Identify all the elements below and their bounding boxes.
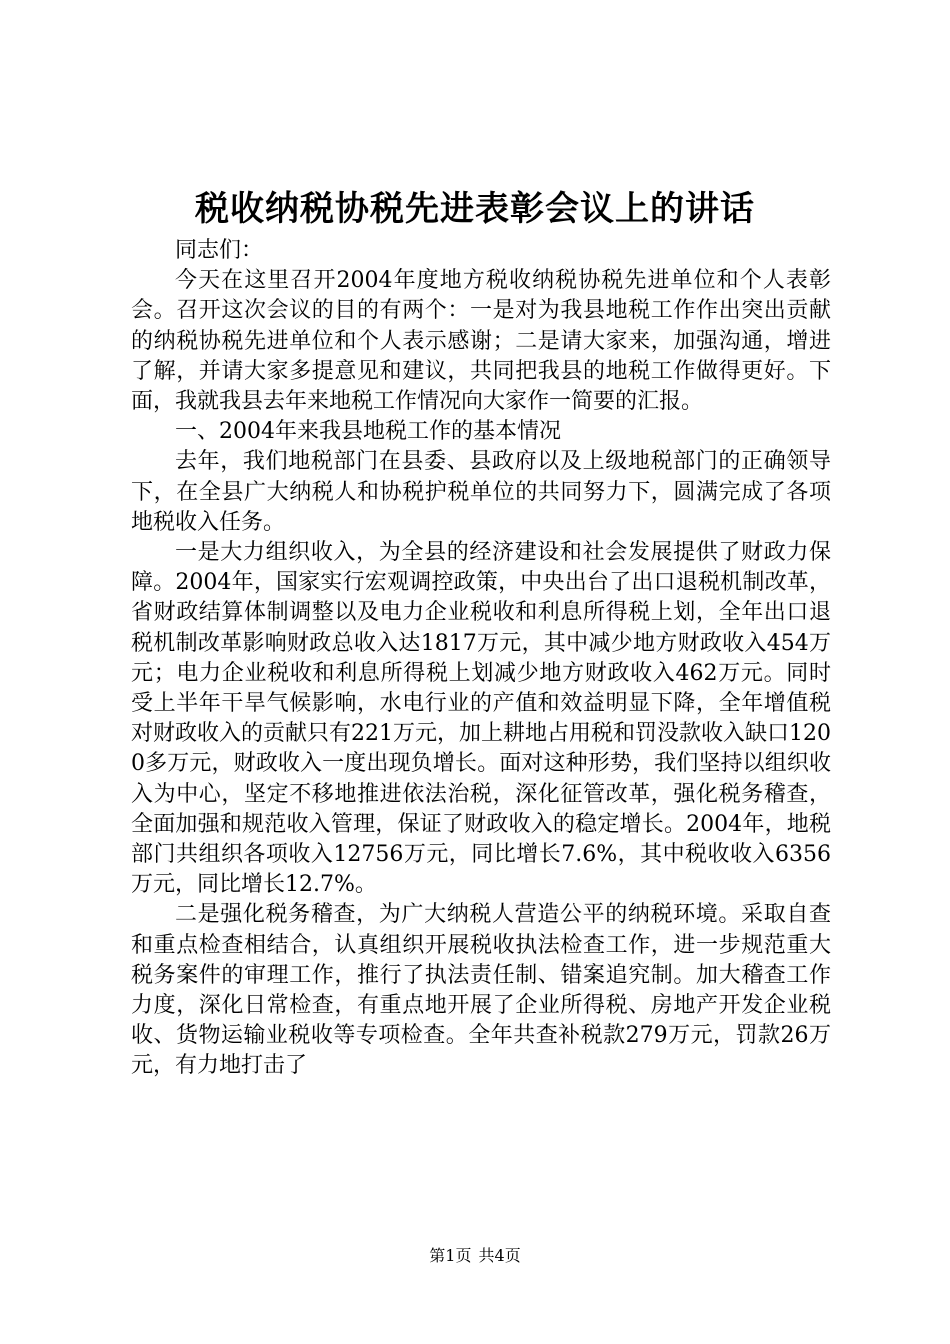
paragraph-intro: 今天在这里召开2004年度地方税收纳税协税先进单位和个人表彰会。召开这次会议的目的有两个：一是对为我县地税工作作出突出贡献的纳税协税先进单位和个人表示感谢；二是请大家来，加强沟通，增进了解，并请大家多提意见和建议，共同把我县的地税工作做得更好。下面，我就我县去年来地税工作情况向大家作一简要的汇报。 bbox=[131, 268, 831, 415]
page-total: 共4页 bbox=[478, 1246, 521, 1265]
paragraph-overview: 去年，我们地税部门在县委、县政府以及上级地税部门的正确领导下，在全县广大纳税人和协税护税单位的共同努力下，圆满完成了各项地税收入任务。 bbox=[131, 449, 831, 535]
document-body bbox=[131, 236, 831, 1082]
paragraph-revenue: 一是大力组织收入，为全县的经济建设和社会发展提供了财政力保障。2004年，国家实行宏观调控政策，中央出台了出口退税机制改革，省财政结算体制调整以及电力企业税收和利息所得税上划，全年出口退税机制改革影响财政总收入达1817万元，其中减少地方财政收入454万元；电力企业税收和利息所得税上划减少地方财政收入462万元。同时受上半年干旱气候影响，水电行业的产值和效益明显下降，全年增值税对财政收入的贡献只有221万元，加上耕地占用税和罚没款收入缺口1200多万元，财政收入一度出现负增长。面对这种形势，我们坚持以组织收入为中心，坚定不移地推进依法治税，深化征管改革，强化税务稽查，全面加强和规范收入管理，保证了财政收入的稳定增长。2004年，地税部门共组织各项收入12756万元，同比增长7.6%，其中税收收入6356万元，同比增长12.7%。 bbox=[131, 540, 831, 898]
page-footer bbox=[0, 1245, 950, 1267]
page-number: 第1页 bbox=[429, 1246, 472, 1265]
paragraph-inspection: 二是强化税务稽查，为广大纳税人营造公平的纳税环境。采取自查和重点检查相结合，认真组织开展税收执法检查工作，进一步规范重大税务案件的审理工作，推行了执法责任制、错案追究制。加大稽查工作力度，深化日常检查，有重点地开展了企业所得税、房地产开发企业税收、货物运输业税收等专项检查。全年共查补税款279万元，罚款26万元，有力地打击了 bbox=[131, 902, 831, 1079]
salutation: 同志们： bbox=[175, 238, 264, 263]
section-heading: 一、2004年来我县地税工作的基本情况 bbox=[175, 419, 561, 445]
document-title: 税收纳税协税先进表彰会议上的讲话 bbox=[195, 189, 755, 229]
